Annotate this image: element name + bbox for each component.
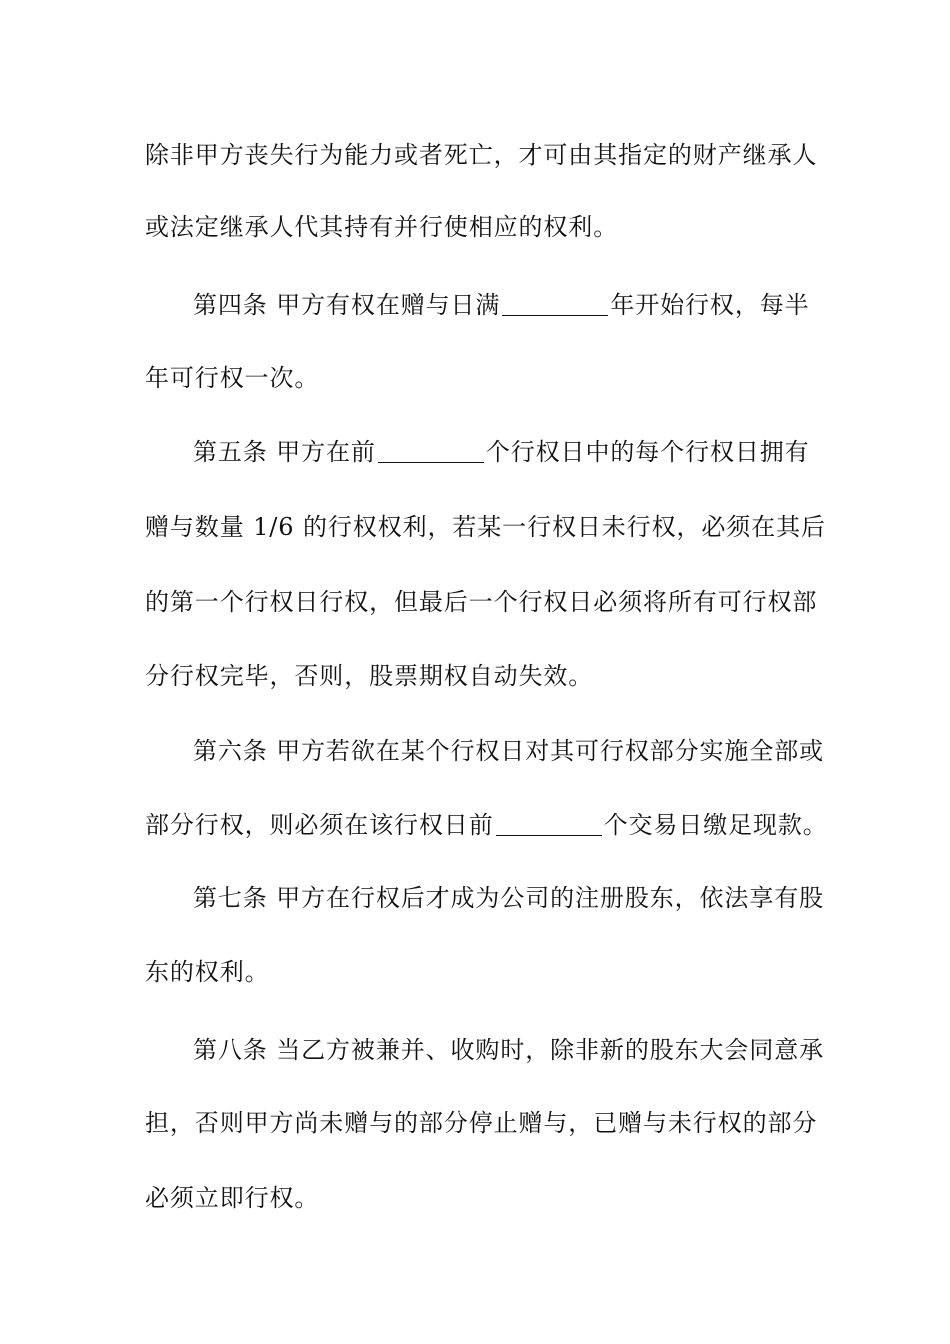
article-8-line xyxy=(193,1030,825,1070)
text-line xyxy=(145,656,815,696)
fill-in-blank xyxy=(378,434,484,463)
text-line xyxy=(145,582,818,622)
line-text: 或法定继承人代其持有并行使相应的权利。 xyxy=(145,213,619,241)
article-5-line xyxy=(193,432,815,472)
article-7-line xyxy=(193,878,825,918)
text-line xyxy=(145,952,815,992)
line-text: 第七条 甲方在行权后才成为公司的注册股东，依法享有股 xyxy=(193,884,825,912)
text-line xyxy=(145,805,828,845)
text-line xyxy=(145,358,815,398)
line-text: 部分行权，则必须在该行权日前 xyxy=(145,811,494,839)
article-4-line xyxy=(193,285,815,325)
fill-in-blank xyxy=(496,807,602,836)
text-line xyxy=(145,1103,818,1143)
line-text: 东的权利。 xyxy=(145,958,270,986)
line-text: 的第一个行权日行权，但最后一个行权日必须将所有可行权部 xyxy=(145,588,818,616)
line-text: 分行权完毕，否则，股票期权自动失效。 xyxy=(145,662,594,690)
line-text: 年开始行权，每半 xyxy=(610,291,810,319)
text-line xyxy=(145,207,815,247)
text-line xyxy=(145,1178,815,1218)
line-text: 个交易日缴足现款。 xyxy=(603,811,828,839)
fill-in-blank xyxy=(502,287,608,316)
line-text: 第六条 甲方若欲在某个行权日对其可行权部分实施全部或 xyxy=(193,737,825,765)
line-text: 赠与数量 1/6 的行权权利，若某一行权日未行权，必须在其后 xyxy=(145,513,826,541)
line-text: 除非甲方丧失行为能力或者死亡，才可由其指定的财产继承人 xyxy=(145,141,818,169)
line-text: 第八条 当乙方被兼并、收购时，除非新的股东大会同意承 xyxy=(193,1036,825,1064)
line-text: 第五条 甲方在前 xyxy=(193,438,376,466)
line-text: 个行权日中的每个行权日拥有 xyxy=(485,438,810,466)
line-text: 年可行权一次。 xyxy=(145,364,320,392)
text-line xyxy=(145,135,818,175)
article-6-line xyxy=(193,731,825,771)
line-text: 第四条 甲方有权在赠与日满 xyxy=(193,291,501,319)
line-text: 担，否则甲方尚未赠与的部分停止赠与，已赠与未行权的部分 xyxy=(145,1109,818,1137)
text-line xyxy=(145,507,826,547)
line-text: 必须立即行权。 xyxy=(145,1184,320,1212)
